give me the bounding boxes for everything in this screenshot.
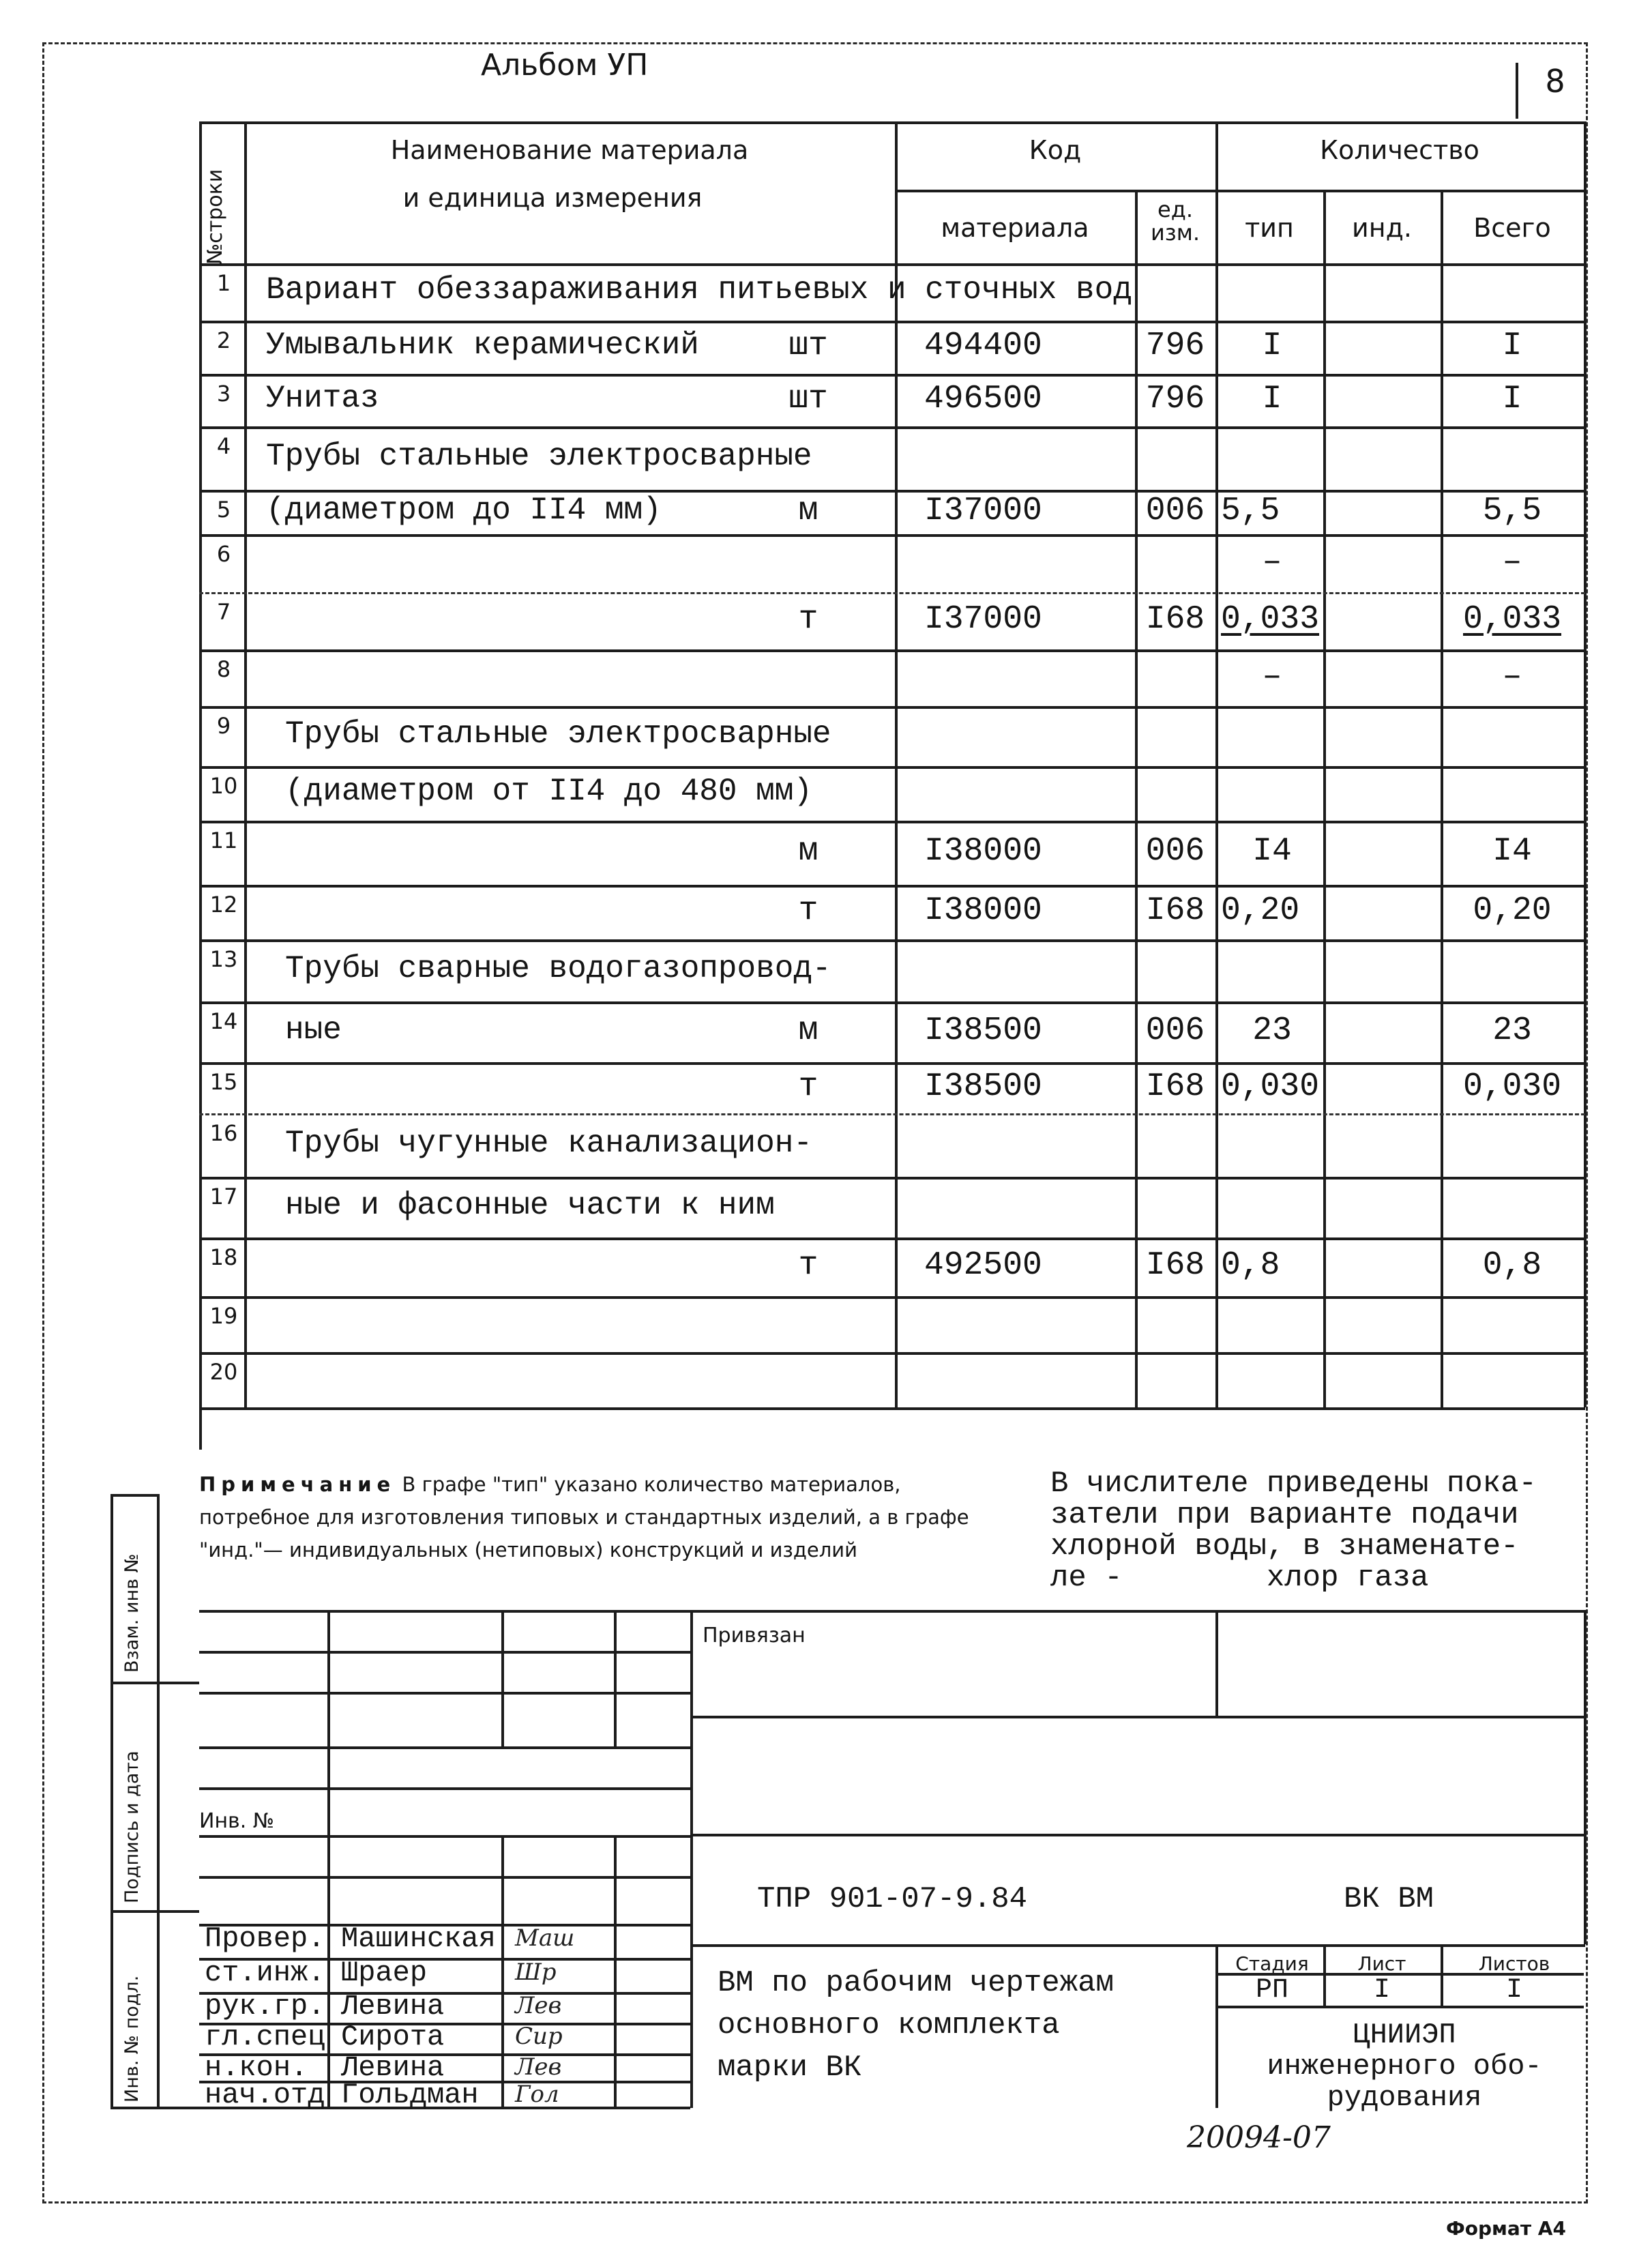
tb-line — [157, 1494, 160, 2108]
header-name-sub: и единица измерения — [402, 183, 703, 213]
row-qty-typ: 5,5 — [1221, 493, 1280, 529]
tb-line — [1215, 2006, 1584, 2008]
grid-line — [199, 592, 1585, 594]
row-unit-code: 006 — [1145, 1012, 1205, 1049]
grid-line — [199, 1113, 1585, 1115]
tb-line — [199, 1876, 690, 1879]
row-number: 10 — [209, 773, 238, 799]
sheets-value: I — [1505, 1975, 1522, 2006]
row-name: Унитаз — [266, 381, 379, 416]
staff-role: н.кон. — [205, 2051, 308, 2084]
grid-line — [199, 1352, 1585, 1355]
staff-role: рук.гр. — [205, 1990, 325, 2023]
row-material-code: I37000 — [924, 493, 1042, 529]
row-unit: т — [798, 601, 818, 638]
header-unit-code: ед. изм. — [1150, 196, 1200, 246]
header-code: Код — [1029, 135, 1082, 165]
side-label-vzam: Взам. инв № — [121, 1553, 143, 1673]
grid-line — [199, 321, 1585, 323]
sheets-label: Листов — [1478, 1952, 1550, 1975]
row-unit: т — [798, 1247, 818, 1284]
row-number: 15 — [209, 1069, 238, 1095]
staff-name: Левина — [341, 1990, 445, 2023]
grid-line — [244, 121, 247, 1407]
tb-line — [1215, 1610, 1218, 1716]
tb-line — [110, 1494, 113, 2108]
row-number: 9 — [216, 713, 231, 739]
row-name: Трубы чугунные канализацион- — [285, 1126, 812, 1161]
row-qty-typ: 0,030 — [1221, 1068, 1320, 1105]
row-qty-typ: 0,033 — [1221, 601, 1320, 638]
row-unit-code: 006 — [1145, 493, 1205, 529]
row-material-code: I38500 — [924, 1012, 1042, 1049]
row-number: 20 — [209, 1359, 238, 1385]
header-quantity: Количество — [1320, 135, 1479, 165]
header-total: Всего — [1473, 213, 1551, 243]
staff-name: Левина — [341, 2051, 445, 2084]
row-name: ные — [285, 1012, 342, 1048]
row-name: Умывальник керамический — [266, 327, 699, 363]
sheet-label: Лист — [1357, 1952, 1406, 1975]
header-material: материала — [941, 213, 1089, 243]
staff-name: Машинская — [341, 1922, 496, 1955]
staff-signature: Маш — [515, 1924, 575, 1952]
row-number: 19 — [209, 1303, 238, 1329]
organization: ЦНИИЭП инженерного обо- рудования — [1267, 2019, 1542, 2114]
row-number: 7 — [216, 599, 231, 625]
row-material-code: I38500 — [924, 1068, 1042, 1105]
album-label: Альбом УП — [481, 48, 649, 83]
grid-line — [199, 1407, 1585, 1410]
row-number: 6 — [216, 541, 231, 567]
grid-line — [199, 885, 1585, 888]
grid-line — [199, 821, 1585, 823]
sheet-frame — [42, 42, 1588, 2203]
row-unit: м — [798, 1012, 818, 1049]
row-qty-total: I — [1502, 381, 1522, 417]
doc-title: ВМ по рабочим чертежам основного комплекта марки ВК — [718, 1966, 1114, 2085]
row-unit-code: I68 — [1145, 892, 1205, 929]
staff-signature: Лев — [515, 1992, 562, 2019]
row-name: Трубы стальные электросварные — [266, 439, 812, 474]
designation: ТПР 901-07-9.84 — [757, 1882, 1028, 1916]
staff-signature: Лев — [515, 2053, 562, 2081]
note-label: Примечание — [199, 1473, 396, 1496]
note-left — [199, 1468, 990, 1566]
staff-signature: Гол — [515, 2081, 559, 2108]
row-number: 5 — [216, 497, 231, 523]
grid-line — [199, 1062, 1585, 1065]
row-name: Вариант обеззараживания питьевых и сточных вод — [266, 272, 1132, 308]
row-unit-code: I68 — [1145, 1068, 1205, 1105]
staff-role: ст.инж. — [205, 1957, 325, 1989]
row-number: 18 — [209, 1244, 238, 1270]
staff-name: Гольдман — [341, 2079, 479, 2111]
row-qty-total: – — [1502, 544, 1522, 581]
row-number: 12 — [209, 892, 238, 918]
tb-line — [501, 1610, 504, 1746]
staff-role: нач.отд — [205, 2079, 325, 2111]
row-number: 13 — [209, 946, 238, 972]
sheet-value: I — [1373, 1975, 1390, 2006]
row-qty-typ: I — [1262, 381, 1282, 417]
row-name: Трубы стальные электросварные — [285, 716, 831, 752]
row-unit: шт — [788, 381, 828, 417]
row-unit-code: I68 — [1145, 1247, 1205, 1284]
privyazan-label: Привязан — [703, 1624, 806, 1647]
tb-line — [199, 1651, 690, 1654]
doc-number: 20094-07 — [1187, 2120, 1331, 2155]
grid-line — [199, 1177, 1585, 1180]
side-label-inv-podl: Инв. № подл. — [121, 1975, 143, 2103]
tb-line — [690, 1716, 1585, 1718]
stage-value: РП — [1255, 1975, 1288, 2006]
row-qty-typ: – — [1262, 658, 1282, 695]
mark: ВК ВМ — [1344, 1882, 1434, 1916]
staff-name: Сирота — [341, 2021, 445, 2053]
row-qty-total: 0,8 — [1482, 1247, 1542, 1284]
staff-signature: Шр — [515, 1959, 557, 1986]
header-row-no: №строки — [203, 169, 227, 265]
tb-line — [1215, 1944, 1218, 2108]
staff-role: Провер. — [205, 1922, 325, 1955]
note-right: В числителе приведены пока- затели при варианте подачи хлорной воды, в знаменате- ле - хлор газа — [1050, 1467, 1537, 1595]
grid-line — [199, 706, 1585, 709]
row-unit: т — [798, 1068, 818, 1105]
row-unit-code: 796 — [1145, 381, 1205, 417]
grid-line — [199, 1296, 1585, 1299]
row-unit-code: 006 — [1145, 833, 1205, 870]
grid-line — [1441, 190, 1443, 1407]
row-material-code: 494400 — [924, 327, 1042, 364]
tb-line — [690, 1944, 1585, 1947]
row-name: (диаметром до II4 мм) — [266, 493, 662, 528]
stage-label: Стадия — [1235, 1952, 1309, 1975]
row-number: 1 — [216, 270, 231, 296]
grid-line — [199, 1001, 1585, 1004]
row-number: 14 — [209, 1008, 238, 1034]
row-qty-typ: I — [1262, 327, 1282, 364]
row-qty-typ: 0,20 — [1221, 892, 1300, 929]
row-qty-total: I — [1502, 327, 1522, 364]
grid-line — [199, 374, 1585, 377]
row-name: (диаметром от II4 до 480 мм) — [285, 774, 812, 809]
row-unit: м — [798, 493, 818, 529]
row-qty-typ: 23 — [1252, 1012, 1292, 1049]
header-ind: инд. — [1352, 213, 1412, 243]
note-text: В графе "тип" указано количество материалов, потребное для изготовления типовых и стандартных изделий, а в графе "инд."— индивидуальных (нетиповых) конструкций и изделий — [199, 1473, 969, 1562]
grid-line — [199, 426, 1585, 429]
row-qty-typ: 0,8 — [1221, 1247, 1280, 1284]
row-number: 8 — [216, 656, 231, 682]
tb-line — [199, 1787, 690, 1790]
row-material-code: I38000 — [924, 892, 1042, 929]
format-label: Формат А4 — [1446, 2217, 1566, 2240]
tb-line — [199, 1692, 690, 1695]
row-qty-typ: I4 — [1252, 833, 1292, 870]
grid-line — [199, 121, 1585, 124]
staff-name: Шраер — [341, 1957, 428, 1989]
row-material-code: 492500 — [924, 1247, 1042, 1284]
row-qty-total: 23 — [1492, 1012, 1532, 1049]
row-name: ные и фасонные части к ним — [285, 1188, 775, 1223]
grid-line — [1323, 190, 1326, 1407]
row-unit: т — [798, 892, 818, 929]
tb-line — [199, 1835, 690, 1838]
tb-line — [1584, 1610, 1587, 1944]
row-number: 17 — [209, 1184, 238, 1210]
grid-line — [895, 121, 898, 1407]
row-unit-code: I68 — [1145, 601, 1205, 638]
row-number: 4 — [216, 433, 231, 459]
row-qty-total: – — [1502, 658, 1522, 695]
grid-line — [1215, 121, 1218, 1407]
tb-line — [327, 1610, 330, 1835]
row-unit: шт — [788, 327, 828, 364]
tb-line — [614, 1610, 617, 1746]
row-qty-total: 0,20 — [1473, 892, 1552, 929]
row-name: Трубы сварные водогазопровод- — [285, 951, 831, 986]
grid-line — [199, 534, 1585, 537]
grid-line — [895, 190, 1585, 192]
row-unit: м — [798, 833, 818, 870]
staff-role: гл.спец — [205, 2021, 325, 2053]
row-material-code: I38000 — [924, 833, 1042, 870]
row-number: 11 — [209, 827, 238, 853]
grid-line — [199, 939, 1585, 942]
header-typ: тип — [1245, 213, 1294, 243]
grid-line — [199, 1237, 1585, 1240]
grid-line — [1135, 190, 1138, 1407]
tb-line — [199, 1610, 1585, 1613]
row-material-code: 496500 — [924, 381, 1042, 417]
staff-signature: Сир — [515, 2023, 563, 2050]
row-number: 3 — [216, 381, 231, 407]
row-number: 16 — [209, 1120, 238, 1146]
sheet-number-box — [1516, 63, 1518, 119]
header-name: Наименование материала — [390, 135, 749, 165]
grid-line — [199, 263, 1585, 266]
side-label-podpis: Подпись и дата — [121, 1750, 143, 1903]
grid-line — [199, 766, 1585, 769]
row-number: 2 — [216, 327, 231, 353]
tb-line — [690, 1610, 693, 2108]
row-qty-total: I4 — [1492, 833, 1532, 870]
tb-line — [690, 1834, 1585, 1836]
tb-line — [199, 1746, 690, 1749]
row-qty-typ: – — [1262, 544, 1282, 581]
row-material-code: I37000 — [924, 601, 1042, 638]
row-qty-total: 0,030 — [1462, 1068, 1562, 1105]
inv-no-label: Инв. № — [199, 1809, 275, 1833]
row-unit-code: 796 — [1145, 327, 1205, 364]
row-qty-total: 0,033 — [1462, 601, 1562, 638]
grid-line — [199, 649, 1585, 652]
grid-line — [1584, 121, 1587, 1407]
sheet-number: 8 — [1545, 63, 1565, 100]
row-qty-total: 5,5 — [1482, 493, 1542, 529]
